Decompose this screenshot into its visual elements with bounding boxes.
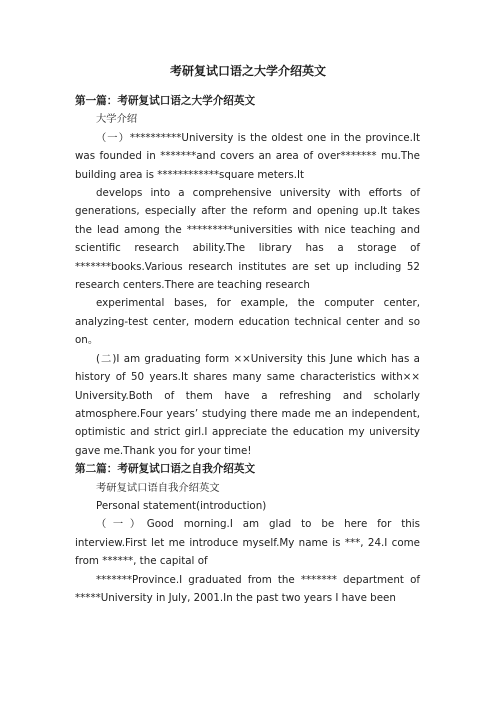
paragraph: experimental bases, for example, the computer center, analyzing-test center, modern education technical center and so on。 [75, 297, 420, 347]
paragraph: develops into a comprehensive university with efforts of generations, especially after the reform and opening up.It takes the lead among the *********universities with nice teaching and scientific research ability.The library has a storage of *******books.Various research institutes are set up including 52 research centers.There are teaching research [75, 187, 420, 292]
subheading: 大学介绍 [96, 113, 138, 126]
section-heading: 第一篇：考研复试口语之大学介绍英文 [75, 95, 256, 107]
section-heading: 第二篇：考研复试口语之自我介绍英文 [75, 463, 256, 476]
paragraph: *******Province.I graduated from the ******* department of *****University in July, 2001.In the past two years I have been [75, 573, 420, 604]
subheading: Personal statement(introduction) [96, 499, 267, 512]
subheading: 考研复试口语自我介绍英文 [96, 481, 220, 494]
paragraph: （一）Good morning.I am glad to be here for this interview.First let me introduce myself.My name is ***, 24.I come from ******, the capital of [75, 518, 420, 568]
document-body [75, 92, 420, 607]
paragraph: (二)I am graduating form ××University this June which has a history of 50 years.It shares many same characteristics with×× University.Both of them have a refreshing and scholarly atmosphere.Four years’ studying there made me an independent, optimistic and strict girl.I appreciate the education my university gave me.Thank you for your time! [75, 352, 420, 457]
document-title: 考研复试口语之大学介绍英文 [169, 64, 326, 78]
paragraph: （一）**********University is the oldest one in the province.It was founded in *******and covers an area of over******* mu.The building area is ************square meters.It [75, 131, 420, 181]
